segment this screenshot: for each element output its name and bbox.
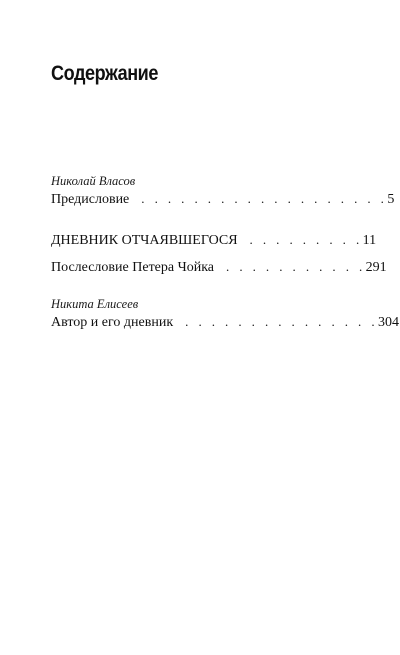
toc-entry[interactable] xyxy=(51,191,395,208)
dot-leader: . . . . . . . . . . . . . . . . . . . xyxy=(141,191,388,206)
entry-title: Послесловие Петера Чойка xyxy=(51,260,215,275)
entry-title: Автор и его дневник xyxy=(51,315,174,330)
entry-page-number: 11 xyxy=(362,233,377,248)
toc-entry[interactable] xyxy=(51,232,377,249)
entry-page-number: 304 xyxy=(378,315,399,330)
dot-leader: . . . . . . . . . xyxy=(249,232,363,247)
dot-leader: . . . . . . . . . . . . . . . xyxy=(185,314,378,329)
entry-title: ДНЕВНИК ОТЧАЯВШЕГОСЯ xyxy=(51,233,238,248)
toc-entry[interactable] xyxy=(51,314,399,331)
contents-heading: Содержание xyxy=(51,62,158,85)
entry-title: Предисловие xyxy=(51,192,130,207)
entry-author: Николай Власов xyxy=(51,174,136,188)
entry-author: Никита Елисеев xyxy=(51,297,139,311)
entry-page-number: 291 xyxy=(365,260,387,275)
toc-entry[interactable] xyxy=(51,259,387,276)
dot-leader: . . . . . . . . . . . xyxy=(226,259,366,274)
entry-page-number: 5 xyxy=(387,192,395,207)
